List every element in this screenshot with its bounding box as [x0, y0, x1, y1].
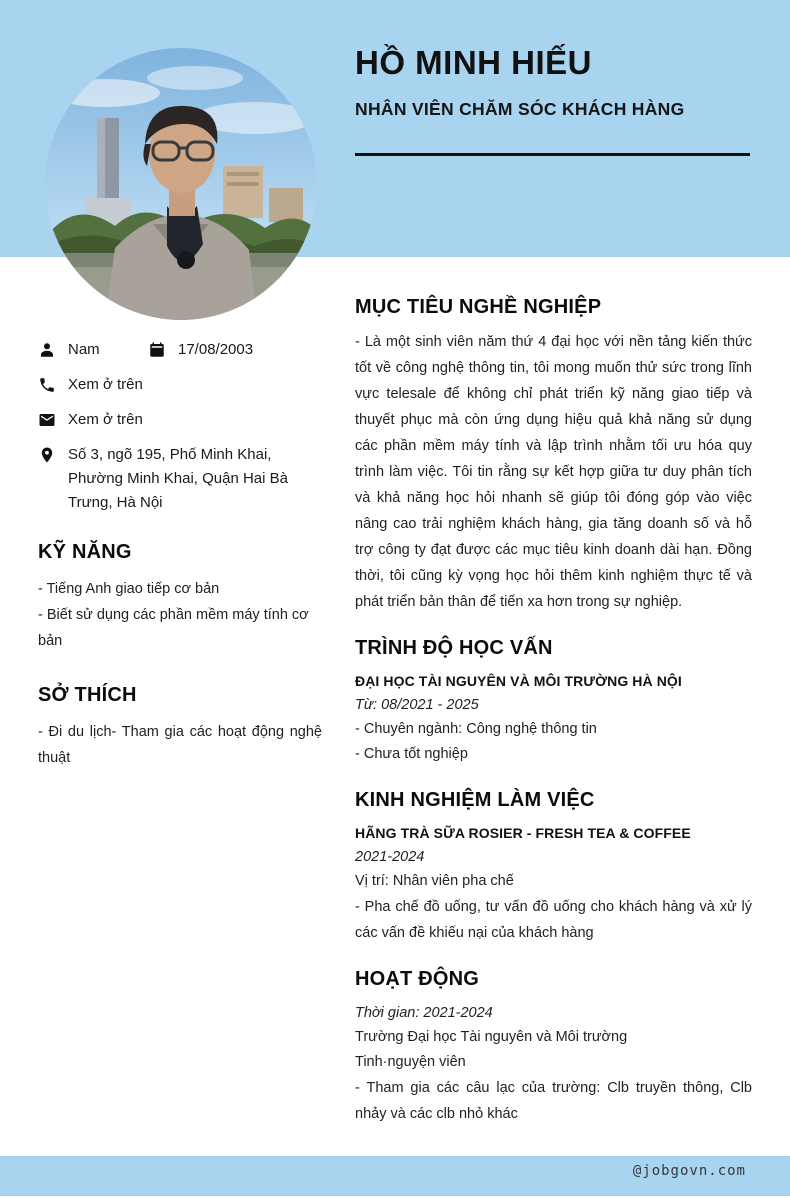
- job-title: NHÂN VIÊN CHĂM SÓC KHÁCH HÀNG: [355, 98, 685, 119]
- activities-organization: Trường Đại học Tài nguyên và Môi trường: [355, 1029, 628, 1045]
- education-school: ĐẠI HỌC TÀI NGUYÊN VÀ MÔI TRƯỜNG HÀ NỘI: [355, 673, 682, 689]
- gender-value: Nam: [68, 341, 100, 358]
- contact-row-address: [38, 443, 322, 515]
- education-detail: - Chưa tốt nghiệp: [355, 746, 468, 762]
- phone-value: Xem ở trên: [68, 376, 143, 393]
- education-heading: TRÌNH ĐỘ HỌC VẤN: [355, 637, 553, 659]
- contact-row-phone: [38, 373, 322, 397]
- hobby-item: - Đi du lịch- Tham gia các hoạt động nghệ thuật: [38, 724, 322, 766]
- left-column: [38, 338, 322, 771]
- activities-role: Tinh·nguyện viên: [355, 1054, 466, 1070]
- email-icon: [38, 411, 56, 429]
- location-icon: [38, 446, 56, 464]
- activities-detail: - Tham gia các câu lạc của trường: Clb truyền thông, Clb nhảy và các clb nhỏ khác: [355, 1080, 752, 1122]
- experience-detail: - Pha chế đồ uống, tư vấn đồ uống cho khách hàng và xử lý các vấn đề khiếu nại của khách hàng: [355, 899, 752, 941]
- skill-item: - Biết sử dụng các phần mềm máy tính cơ bản: [38, 607, 309, 649]
- person-icon: [38, 341, 56, 359]
- education-period: Từ: 08/2021 - 2025: [355, 697, 479, 713]
- skill-item: - Tiếng Anh giao tiếp cơ bản: [38, 581, 220, 597]
- phone-icon: [38, 376, 56, 394]
- experience-position: Vị trí: Nhân viên pha chế: [355, 873, 514, 889]
- profile-photo-illustration: [45, 48, 317, 320]
- objective-heading: MỤC TIÊU NGHỀ NGHIỆP: [355, 296, 602, 318]
- experience-heading: KINH NGHIỆM LÀM VIỆC: [355, 789, 595, 811]
- skills-heading: KỸ NĂNG: [38, 541, 132, 563]
- contact-row-gender-dob: [38, 338, 322, 362]
- activities-period: Thời gian: 2021-2024: [355, 1005, 493, 1021]
- hobbies-heading: SỞ THÍCH: [38, 684, 137, 706]
- contact-row-email: [38, 408, 322, 432]
- email-value: Xem ở trên: [68, 411, 143, 428]
- activities-heading: HOẠT ĐỘNG: [355, 968, 480, 990]
- dob-value: 17/08/2003: [178, 341, 254, 358]
- profile-photo: [45, 48, 317, 320]
- watermark-text: @jobgovn.com: [632, 1163, 746, 1179]
- header-divider: [355, 153, 750, 156]
- experience-period: 2021-2024: [355, 849, 425, 865]
- right-column: [355, 296, 752, 1127]
- objective-text: - Là một sinh viên năm thứ 4 đại học với nền tảng kiến thức tốt về công nghệ thông tin, tôi mong muốn thử sức trong lĩnh vực telesale để không chỉ phát triển kỹ năng giao tiếp và thuyết phục mà còn ứng dụng hiệu quả khả năng sử dụng các phần mềm máy tính và lập trình nhằm tối ưu hóa quy trình làm việc. Tôi tin rằng sự kết hợp giữa tư duy phân tích và khả năng học hỏi nhanh sẽ giúp tôi đóng góp vào việc nâng cao trải nghiệm khách hàng, gia tăng doanh số và hỗ trợ công ty đạt được các mục tiêu kinh doanh dài hạn. Đồng thời, tôi cũng kỳ vọng học hỏi thêm kinh nghiệm thực tế và phát triển bản thân để tiến xa hơn trong sự nghiệp.: [355, 334, 752, 610]
- education-detail: - Chuyên ngành: Công nghệ thông tin: [355, 721, 597, 737]
- candidate-name: HỒ MINH HIẾU: [355, 44, 592, 81]
- header-text-block: [355, 44, 751, 156]
- address-value: Số 3, ngõ 195, Phố Minh Khai, Phường Minh Khai, Quận Hai Bà Trưng, Hà Nội: [68, 446, 288, 511]
- calendar-icon: [148, 341, 166, 359]
- experience-company: HÃNG TRÀ SỮA ROSIER - FRESH TEA & COFFEE: [355, 825, 691, 841]
